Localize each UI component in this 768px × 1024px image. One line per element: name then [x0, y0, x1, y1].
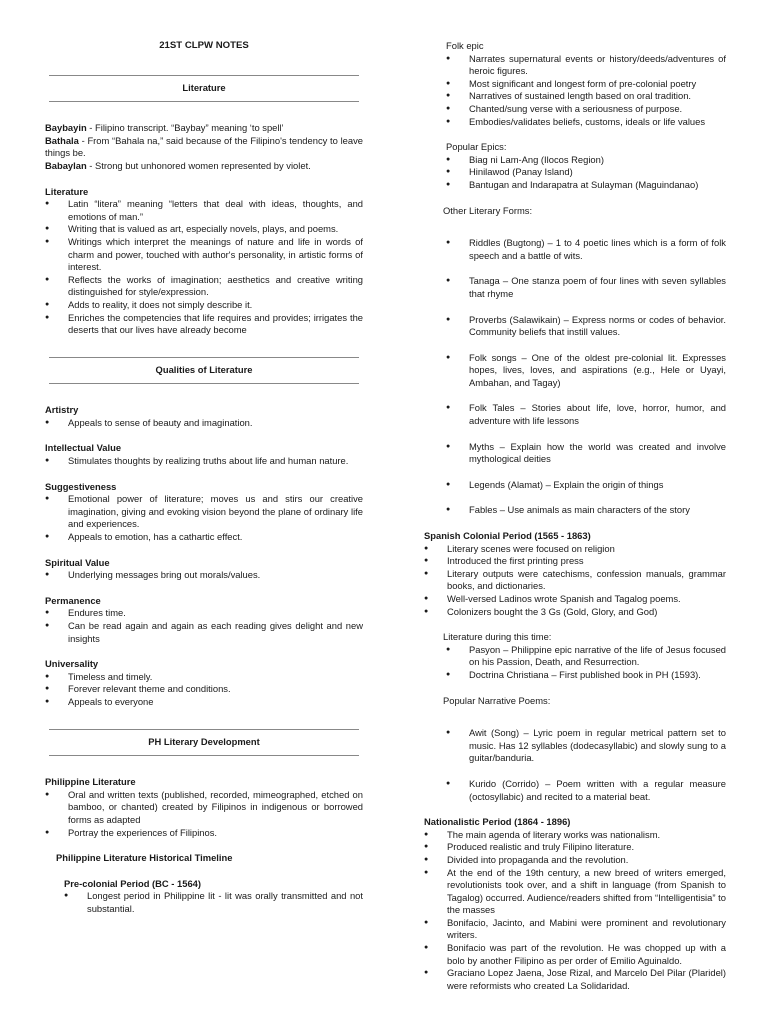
quality-list-spiritual [45, 569, 363, 582]
timeline-heading: Philippine Literature Historical Timeline [56, 852, 233, 864]
list-item: ● Adds to reality, it does not simply describe it. [45, 299, 363, 312]
list-item: ● Riddles (Bugtong) – 1 to 4 poetic lines which is a form of folk speech and a battle of wits. [446, 237, 726, 262]
section-header-literature: Literature [49, 75, 359, 103]
definition-term: Baybayin [45, 122, 87, 134]
list-item: ● Literary outputs were catechisms, confession manuals, grammar books, and dictionaries. [424, 568, 726, 593]
list-item: ● Oral and written texts (published, recorded, mimeographed, etched on bamboo, or chanted) created by Filipinos in indigenous or borrowed forms as adapted [45, 789, 363, 827]
section-header-ph-literary-development: PH Literary Development [49, 729, 359, 757]
philippine-literature-list [45, 789, 363, 839]
definition-term: Bathala [45, 134, 79, 146]
quality-heading-universality: Universality [45, 658, 99, 670]
list-item: ● Reflects the works of imagination; aesthetics and creative writing distinguished for style/expression. [45, 274, 363, 299]
list-item: ● Kurido (Corrido) – Poem written with a regular measure (octosyllabic) and recited to a material beat. [446, 778, 726, 803]
list-item: ● The main agenda of literary works was nationalism. [424, 829, 726, 842]
right-column [424, 40, 726, 992]
spanish-period-list [424, 543, 726, 619]
list-item: ● Colonizers bought the 3 Gs (Gold, Glory, and God) [424, 606, 726, 619]
list-item: ● Graciano Lopez Jaena, Jose Rizal, and Marcelo Del Pilar (Plaridel) were reformists who created La Solidaridad. [424, 967, 726, 992]
list-item: ● Narratives of sustained length based on oral tradition. [446, 90, 726, 103]
list-item: ● Appeals to emotion, has a cathartic effect. [45, 531, 363, 544]
list-item: ● Legends (Alamat) – Explain the origin of things [446, 479, 726, 492]
list-item: ● Writings which interpret the meanings of nature and life in words of charm and power, touched with author's personality, in artistic forms of interest. [45, 236, 363, 274]
list-item: ● Underlying messages bring out morals/values. [45, 569, 363, 582]
quality-heading-intellectual: Intellectual Value [45, 442, 122, 454]
definition-term: Babaylan [45, 159, 87, 171]
list-item: ● Endures time. [45, 607, 363, 620]
list-item: ● Latin “litera” meaning “letters that deal with ideas, thoughts, and emotions of man.” [45, 198, 363, 223]
definitions-block [45, 122, 363, 172]
list-item: ● Folk Tales – Stories about life, love, horror, humor, and adventure with life lessons [446, 402, 726, 427]
list-item: ● Folk songs – One of the oldest pre-colonial lit. Expresses hopes, lives, loves, and aspirations (e.g., Hele or Uyayi, Ambahan, and Tagay) [446, 352, 726, 390]
quality-heading-artistry: Artistry [45, 404, 79, 416]
list-item: ● Bonifacio was part of the revolution. He was chopped up with a bolo by another Filipino as per order of Emilio Aguinaldo. [424, 942, 726, 967]
list-item: ● Literary scenes were focused on religion [424, 543, 726, 556]
quality-list-intellectual [45, 455, 363, 468]
list-item: ● Appeals to sense of beauty and imagination. [45, 417, 363, 430]
list-item: ● Awit (Song) – Lyric poem in regular metrical pattern set to music. Has 12 syllables (dodecasyllabic) and slowly sung to a guitar/banduria. [446, 727, 726, 765]
precolonial-heading: Pre-colonial Period (BC - 1564) [64, 877, 202, 889]
quality-heading-permanence: Permanence [45, 594, 101, 606]
quality-heading-suggestiveness: Suggestiveness [45, 480, 117, 492]
quality-list-universality [45, 671, 363, 709]
list-item: ● Longest period in Philippine lit - lit was orally transmitted and not substantial. [64, 890, 363, 915]
literature-during-list [424, 644, 726, 682]
list-item: ● Stimulates thoughts by realizing truths about life and human nature. [45, 455, 363, 468]
definition-bathala [45, 135, 363, 160]
literature-heading: Literature [45, 185, 89, 197]
philippine-literature-heading: Philippine Literature [45, 776, 136, 788]
other-forms-label: Other Literary Forms: [443, 204, 533, 216]
list-item: ● Writing that is valued as art, especially novels, plays, and poems. [45, 223, 363, 236]
folk-epic-list [424, 53, 726, 129]
list-item: ● Bonifacio, Jacinto, and Mabini were prominent and revolutionary writers. [424, 917, 726, 942]
folk-epic-label: Folk epic [446, 40, 484, 51]
narrative-poems-list [424, 727, 726, 803]
list-item: ● Portray the experiences of Filipinos. [45, 827, 363, 840]
literature-list [45, 198, 363, 337]
section-header-qualities: Qualities of Literature [49, 357, 359, 385]
popular-epics-list [424, 154, 726, 192]
list-item: ● Embodies/validates beliefs, customs, ideals or life values [446, 116, 726, 129]
list-item: ● Proverbs (Salawikain) – Express norms or codes of behavior. Community beliefs that instill values. [446, 314, 726, 339]
list-item: ● Emotional power of literature; moves us and stirs our creative imagination, giving and evoking vision beyond the plane of ordinary life and experiences. [45, 493, 363, 531]
nationalistic-period-list [424, 829, 726, 993]
list-item: ● Produced realistic and truly Filipino literature. [424, 841, 726, 854]
list-item: ● Enriches the competencies that life requires and provides; irrigates the deserts that our lives have already become [45, 312, 363, 337]
definition-text: - Filipino transcript. “Baybay” meaning ‘to spell’ [86, 122, 284, 134]
quality-list-permanence [45, 607, 363, 645]
quality-list-suggestiveness [45, 493, 363, 543]
list-item: ● Narrates supernatural events or history/deeds/adventures of heroic figures. [446, 53, 726, 78]
literature-during-label: Literature during this time: [443, 631, 552, 643]
left-column [45, 40, 363, 916]
definition-text: - From “Bahala na,” said because of the Filipino's tendency to leave things be. [45, 134, 363, 159]
list-item: ● Hinilawod (Panay Island) [446, 166, 726, 179]
list-item: ● Fables – Use animals as main characters of the story [446, 504, 726, 517]
list-item: ● Bantugan and Indarapatra at Sulayman (Maguindanao) [446, 179, 726, 192]
precolonial-list [45, 890, 363, 915]
list-item: ● Most significant and longest form of pre-colonial poetry [446, 78, 726, 91]
list-item: ● Well-versed Ladinos wrote Spanish and Tagalog poems. [424, 593, 726, 606]
list-item: ● Pasyon – Philippine epic narrative of the life of Jesus focused on his Passion, Death, and Resurrection. [446, 644, 726, 669]
list-item: ● Introduced the first printing press [424, 555, 726, 568]
list-item: ● Myths – Explain how the world was created and involve mythological deities [446, 441, 726, 466]
popular-epics-label: Popular Epics: [446, 141, 507, 153]
list-item: ● Can be read again and again as each reading gives delight and new insights [45, 620, 363, 645]
definition-text: - Strong but unhonored women represented by violet. [86, 159, 311, 171]
quality-list-artistry [45, 417, 363, 430]
nationalistic-period-heading: Nationalistic Period (1864 - 1896) [424, 816, 571, 828]
list-item: ● Doctrina Christiana – First published book in PH (1593). [446, 669, 726, 682]
list-item: ● Divided into propaganda and the revolution. [424, 854, 726, 867]
definition-baybayin [45, 122, 363, 135]
other-forms-list [424, 237, 726, 517]
quality-heading-spiritual: Spiritual Value [45, 556, 110, 568]
list-item: ● Appeals to everyone [45, 696, 363, 709]
list-item: ● Timeless and timely. [45, 671, 363, 684]
list-item: ● Chanted/sung verse with a seriousness of purpose. [446, 103, 726, 116]
list-item: ● Biag ni Lam-Ang (Ilocos Region) [446, 154, 726, 167]
spanish-period-heading: Spanish Colonial Period (1565 - 1863) [424, 530, 591, 542]
list-item: ● Forever relevant theme and conditions. [45, 683, 363, 696]
definition-babaylan [45, 160, 363, 173]
list-item: ● At the end of the 19th century, a new breed of writers emerged, revolutionists took over, and a shift in language (from Spanish to Tagalog) occurred. Audience/readers shifted from “Intelligentisia” to the masses [424, 867, 726, 917]
narrative-poems-label: Popular Narrative Poems: [443, 694, 551, 706]
document-title: 21ST CLPW NOTES [159, 40, 249, 51]
list-item: ● Tanaga – One stanza poem of four lines with seven syllables that rhyme [446, 275, 726, 300]
